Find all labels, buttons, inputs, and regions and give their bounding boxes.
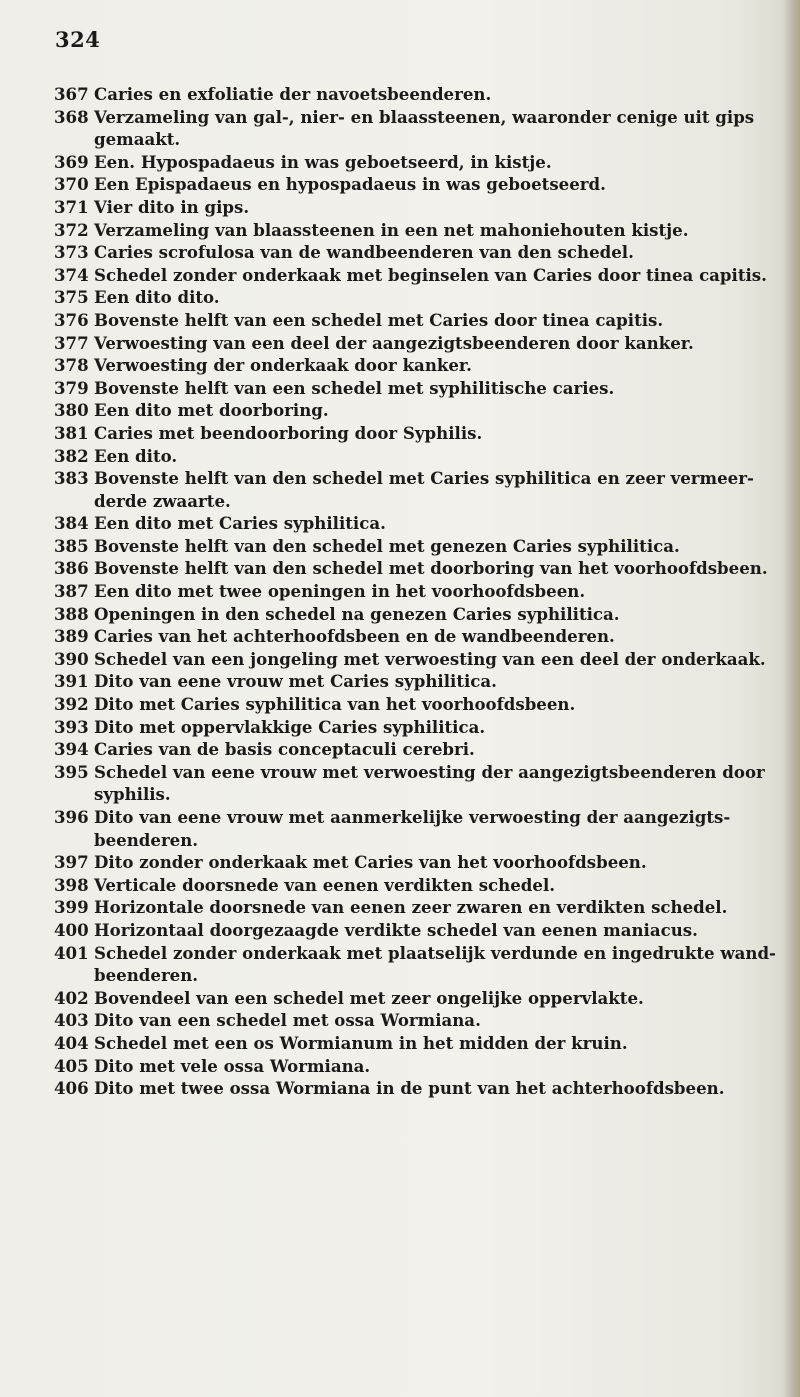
catalogue-entry (54, 874, 784, 897)
entry-number: 392 (54, 694, 89, 715)
entry-number (54, 964, 94, 987)
entry-number: 370 (54, 174, 89, 195)
entry-text: Bovenste helft van een schedel met Caries door tinea capitis. (94, 309, 664, 330)
catalogue-entry (54, 196, 784, 219)
catalogue-entry (54, 716, 784, 739)
catalogue-entry (54, 354, 784, 377)
entry-number: 397 (54, 852, 89, 873)
entry-number: 372 (54, 219, 89, 240)
entry-number: 400 (54, 919, 89, 940)
entry-text: Vier dito in gips. (94, 196, 250, 217)
catalogue-entry-continuation (54, 490, 784, 513)
entry-text: Schedel van een jongeling met verwoesting van een deel der onderkaak. (94, 648, 766, 669)
catalogue-entry (54, 603, 784, 626)
catalogue-entry (54, 83, 784, 106)
entry-number (54, 829, 94, 852)
catalogue-entry (54, 557, 784, 580)
entry-number: 405 (54, 1055, 89, 1076)
catalogue-entry (54, 422, 784, 445)
entry-text: Dito zonder onderkaak met Caries van het voorhoofdsbeen. (94, 852, 647, 873)
entry-number (54, 783, 94, 806)
catalogue-entry (54, 286, 784, 309)
entry-text: Verwoesting van een deel der aangezigtsbeenderen door kanker. (94, 332, 694, 353)
entry-number: 381 (54, 422, 89, 443)
entry-text: Een dito met twee openingen in het voorhoofdsbeen. (94, 581, 586, 602)
entry-number: 390 (54, 648, 89, 669)
entry-text: Bovenste helft van een schedel met syphilitische caries. (94, 377, 615, 398)
entry-text: Dito van eene vrouw met Caries syphilitica. (94, 671, 497, 692)
entry-number: 389 (54, 626, 89, 647)
entry-number: 385 (54, 535, 89, 556)
catalogue-entry (54, 241, 784, 264)
entry-number: 373 (54, 242, 89, 263)
entry-text: Een. Hypospadaeus in was geboetseerd, in kistje. (94, 151, 552, 172)
entry-text: Schedel van eene vrouw met verwoesting der aangezigtsbeenderen door (94, 761, 765, 782)
entry-text: Bovenste helft van den schedel met doorboring van het voorhoofdsbeen. (94, 558, 768, 579)
entry-text: Caries van de basis conceptaculi cerebri. (94, 739, 475, 760)
entry-number: 404 (54, 1032, 89, 1053)
entry-number: 380 (54, 400, 89, 421)
entry-number (54, 490, 94, 513)
entry-text: Dito van een schedel met ossa Wormiana. (94, 1010, 481, 1031)
entry-text: Caries scrofulosa van de wandbeenderen van den schedel. (94, 242, 634, 263)
catalogue-entry (54, 264, 784, 287)
catalogue-entry (54, 851, 784, 874)
entry-text: Horizontale doorsnede van eenen zeer zwaren en verdikten schedel. (94, 897, 728, 918)
entry-number: 391 (54, 671, 89, 692)
entry-number (54, 128, 94, 151)
entry-number: 375 (54, 287, 89, 308)
entry-number: 377 (54, 332, 89, 353)
catalogue-entry (54, 399, 784, 422)
entry-number: 399 (54, 897, 89, 918)
catalogue-entry (54, 1077, 784, 1100)
catalogue-entry (54, 512, 784, 535)
page-edge-shadow (782, 0, 800, 1397)
catalogue-entry-continuation (54, 128, 784, 151)
entry-number: 394 (54, 739, 89, 760)
entry-text: Horizontaal doorgezaagde verdikte schedel van eenen maniacus. (94, 919, 698, 940)
entry-text: Een dito. (94, 445, 178, 466)
entry-text: Dito met oppervlakkige Caries syphilitica. (94, 716, 486, 737)
entry-text: Dito van eene vrouw met aanmerkelijke verwoesting der aangezigts- (94, 807, 731, 827)
entry-number: 376 (54, 309, 89, 330)
catalogue-entry (54, 173, 784, 196)
entry-text: Caries met beendoorboring door Syphilis. (94, 422, 483, 443)
catalogue-entry (54, 377, 784, 400)
entry-number: 369 (54, 151, 89, 172)
entry-text: Caries van het achterhoofdsbeen en de wandbeenderen. (94, 626, 615, 647)
entry-text: Verwoesting der onderkaak door kanker. (94, 355, 472, 376)
entry-number: 393 (54, 716, 89, 737)
entry-number: 398 (54, 874, 89, 895)
entry-text: beenderen. (94, 829, 199, 850)
entry-text: Dito met twee ossa Wormiana in de punt van het achterhoofdsbeen. (94, 1078, 725, 1099)
entry-text: Een dito dito. (94, 287, 220, 308)
entry-text: Verzameling van gal-, nier- en blaassteenen, waaronder cenige uit gips (94, 106, 755, 127)
entry-text: Een dito met Caries syphilitica. (94, 513, 386, 534)
catalogue-entry (54, 106, 784, 129)
entry-number: 386 (54, 558, 89, 579)
catalogue-entries (54, 83, 784, 1100)
catalogue-entry (54, 806, 784, 829)
catalogue-entry (54, 445, 784, 468)
catalogue-entry (54, 219, 784, 242)
entry-number: 383 (54, 468, 89, 489)
catalogue-entry (54, 625, 784, 648)
catalogue-entry (54, 1009, 784, 1032)
entry-number: 403 (54, 1010, 89, 1031)
entry-text: Dito met Caries syphilitica van het voorhoofdsbeen. (94, 694, 576, 715)
catalogue-entry (54, 535, 784, 558)
catalogue-entry (54, 151, 784, 174)
entry-text: Caries en exfoliatie der navoetsbeenderen. (94, 84, 492, 104)
catalogue-entry (54, 309, 784, 332)
catalogue-entry (54, 580, 784, 603)
entry-text: Bovenste helft van den schedel met Caries syphilitica en zeer vermeer- (94, 468, 754, 489)
entry-text: Verzameling van blaassteenen in een net mahoniehouten kistje. (94, 219, 689, 240)
catalogue-entry-continuation (54, 964, 784, 987)
entry-number: 382 (54, 445, 89, 466)
catalogue-entry (54, 670, 784, 693)
catalogue-entry (54, 738, 784, 761)
entry-number: 374 (54, 264, 89, 285)
entry-number: 367 (54, 84, 89, 104)
entry-number: 402 (54, 987, 89, 1008)
catalogue-entry-continuation (54, 783, 784, 806)
catalogue-entry (54, 761, 784, 784)
entry-number: 396 (54, 807, 89, 827)
catalogue-entry (54, 467, 784, 490)
entry-number: 379 (54, 377, 89, 398)
entry-text: derde zwaarte. (94, 490, 231, 511)
entry-number: 388 (54, 603, 89, 624)
catalogue-entry (54, 942, 784, 965)
entry-number: 378 (54, 355, 89, 376)
entry-text: Een Epispadaeus en hypospadaeus in was geboetseerd. (94, 174, 606, 195)
entry-number: 387 (54, 581, 89, 602)
catalogue-entry-continuation (54, 829, 784, 852)
entry-number: 401 (54, 942, 89, 963)
entry-text: Dito met vele ossa Wormiana. (94, 1055, 371, 1076)
entry-text: gemaakt. (94, 129, 181, 150)
catalogue-entry (54, 332, 784, 355)
entry-text: Schedel zonder onderkaak met plaatselijk verdunde en ingedrukte wand- (94, 942, 776, 963)
entry-text: syphilis. (94, 784, 171, 805)
catalogue-entry (54, 987, 784, 1010)
catalogue-entry (54, 896, 784, 919)
catalogue-entry (54, 1055, 784, 1078)
entry-number: 368 (54, 106, 89, 127)
entry-number: 395 (54, 761, 89, 782)
entry-text: Een dito met doorboring. (94, 400, 329, 421)
entry-text: Schedel zonder onderkaak met beginselen van Caries door tinea capitis. (94, 264, 767, 285)
entry-number: 406 (54, 1078, 89, 1099)
entry-number: 384 (54, 513, 89, 534)
entry-text: Schedel met een os Wormianum in het midden der kruin. (94, 1032, 628, 1053)
entry-text: Verticale doorsnede van eenen verdikten schedel. (94, 874, 556, 895)
catalogue-entry (54, 693, 784, 716)
entry-text: Openingen in den schedel na genezen Caries syphilitica. (94, 603, 620, 624)
catalogue-entry (54, 648, 784, 671)
catalogue-entry (54, 1032, 784, 1055)
entry-text: Bovenste helft van den schedel met genezen Caries syphilitica. (94, 535, 680, 556)
entry-number: 371 (54, 196, 89, 217)
catalogue-entry (54, 919, 784, 942)
entry-text: Bovendeel van een schedel met zeer ongelijke oppervlakte. (94, 987, 644, 1008)
page-number: 324 (55, 27, 101, 52)
entry-text: beenderen. (94, 965, 199, 986)
